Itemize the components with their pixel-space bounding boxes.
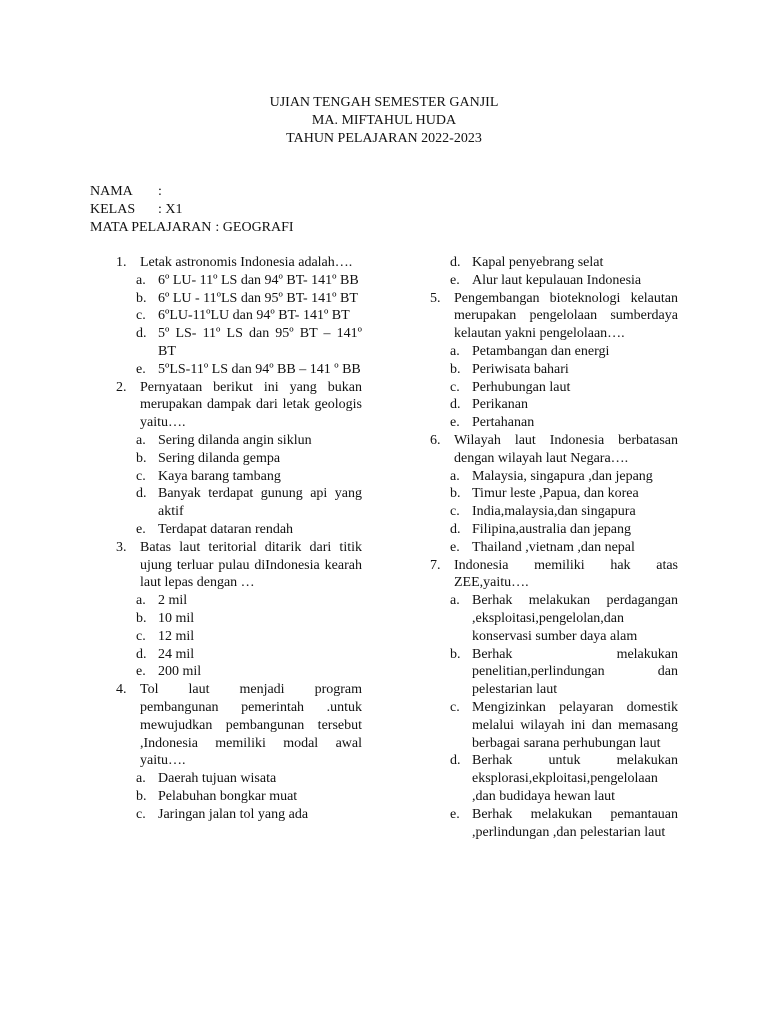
question-number: 1. <box>116 255 127 270</box>
kelas-value: : X1 <box>158 201 183 217</box>
academic-year: TAHUN PELAJARAN 2022-2023 <box>286 130 482 146</box>
answer-option <box>116 485 362 521</box>
option-letter: a. <box>136 272 146 288</box>
info-row-mapel <box>90 219 294 237</box>
option-letter: b. <box>450 646 461 662</box>
answer-option <box>116 325 362 361</box>
question-text: Pengembangan bioteknologi kelautan merupakan pengelolaan sumberdaya kelautan yakni pengelolaan…. <box>454 290 678 342</box>
question-number: 2. <box>116 379 127 395</box>
option-text: Berhak untuk melakukan eksplorasi,ekploitasi,pengelolaan ,dan budidaya hewan laut <box>472 753 678 804</box>
option-text: Daerah tujuan wisata <box>158 771 277 787</box>
question-column-left <box>116 254 362 824</box>
option-text: 5ºLS-11º LS dan 94º BB – 141 º BB <box>158 361 361 377</box>
answer-option <box>116 450 362 468</box>
option-text: India,malaysia,dan singapura <box>472 504 636 520</box>
option-letter: b. <box>450 486 461 502</box>
option-text: Kapal penyebrang selat <box>472 255 604 270</box>
option-text: 2 mil <box>158 593 188 609</box>
nama-label: NAMA <box>90 184 133 199</box>
option-text: Perhubungan laut <box>472 379 571 395</box>
option-text: Mengizinkan pelayaran domestik melalui wilayah ini dan memasang berbagai sarana perhubungan laut <box>472 699 678 751</box>
option-text: Malaysia, singapura ,dan jepang <box>472 468 653 484</box>
option-letter: d. <box>136 646 147 662</box>
option-letter: c. <box>450 379 460 395</box>
option-letter: e. <box>136 361 146 377</box>
answer-option <box>430 699 678 752</box>
question-text: Wilayah laut Indonesia berbatasan dengan wilayah laut Negara…. <box>454 432 678 466</box>
option-letter: e. <box>450 806 460 822</box>
question-item <box>116 681 362 770</box>
answer-option <box>430 272 678 290</box>
question-number: 5. <box>430 290 441 306</box>
answer-option <box>430 646 678 699</box>
option-letter: d. <box>136 326 147 342</box>
student-info <box>90 183 294 236</box>
kelas-label: KELAS <box>90 201 136 217</box>
option-text: Berhak melakukan penelitian,perlindungan dan pelestarian laut <box>472 646 678 698</box>
question-item <box>116 539 362 592</box>
answer-option <box>116 290 362 308</box>
mapel-value: : GEOGRAFI <box>215 219 294 235</box>
answer-option <box>116 307 362 325</box>
option-letter: b. <box>136 450 147 466</box>
question-text: Batas laut teritorial ditarik dari titik ujung terluar pulau diIndonesia kearah laut lepas dengan … <box>140 539 362 591</box>
option-letter: c. <box>136 308 146 324</box>
question-text: Tol laut menjadi program pembangunan pemerintah .untuk mewujudkan pembangunan tersebut ,Indonesia memiliki modal awal yaitu…. <box>140 682 362 769</box>
question-text: Letak astronomis Indonesia adalah…. <box>140 255 353 270</box>
answer-option <box>430 485 678 503</box>
option-text: Jaringan jalan tol yang ada <box>158 806 309 822</box>
answer-option <box>116 610 362 628</box>
answer-option <box>430 592 678 645</box>
question-item <box>116 254 362 272</box>
option-letter: b. <box>450 361 461 377</box>
option-letter: c. <box>136 468 146 484</box>
answer-option <box>430 521 678 539</box>
option-letter: d. <box>450 255 461 270</box>
option-letter: e. <box>136 664 146 680</box>
option-text: 24 mil <box>158 646 195 662</box>
answer-option <box>430 379 678 397</box>
answer-option <box>430 361 678 379</box>
option-text: 10 mil <box>158 610 195 626</box>
option-text: Filipina,australia dan jepang <box>472 521 632 537</box>
answer-option <box>116 361 362 379</box>
nama-value: : <box>158 184 162 199</box>
question-number: 4. <box>116 682 127 698</box>
question-number: 3. <box>116 539 127 555</box>
answer-option <box>116 272 362 290</box>
option-letter: d. <box>450 397 461 413</box>
answer-option <box>116 432 362 450</box>
exam-title: UJIAN TENGAH SEMESTER GANJIL <box>269 95 499 110</box>
option-letter: b. <box>136 610 147 626</box>
option-text: 6º LU- 11º LS dan 94º BT- 141º BB <box>158 272 359 288</box>
answer-option <box>116 628 362 646</box>
question-number: 7. <box>430 557 441 573</box>
answer-option <box>116 788 362 806</box>
question-column-right <box>430 254 678 841</box>
option-letter: c. <box>136 806 146 822</box>
answer-option <box>430 806 678 842</box>
question-item <box>116 379 362 432</box>
answer-option <box>116 806 362 824</box>
answer-option <box>116 468 362 486</box>
answer-option <box>430 752 678 805</box>
option-text: Berhak melakukan pemantauan ,perlindungan ,dan pelestarian laut <box>472 806 678 840</box>
option-text: Kaya barang tambang <box>158 468 281 484</box>
option-letter: e. <box>136 521 146 537</box>
option-letter: d. <box>136 486 147 502</box>
option-text: 12 mil <box>158 628 195 644</box>
question-number: 6. <box>430 432 441 448</box>
option-text: Sering dilanda gempa <box>158 450 281 466</box>
option-text: Terdapat dataran rendah <box>158 521 294 537</box>
answer-option <box>116 592 362 610</box>
option-text: Petambangan dan energi <box>472 343 610 359</box>
option-letter: a. <box>136 771 146 787</box>
option-text: 6º LU - 11ºLS dan 95º BT- 141º BT <box>158 290 358 306</box>
answer-option <box>116 646 362 664</box>
answer-option <box>430 343 678 361</box>
question-item <box>430 290 678 343</box>
option-letter: a. <box>136 593 146 609</box>
info-row-nama <box>90 183 294 201</box>
option-letter: a. <box>136 432 146 448</box>
answer-option <box>116 770 362 788</box>
option-letter: a. <box>450 343 460 359</box>
option-letter: e. <box>450 272 460 288</box>
answer-option <box>430 414 678 432</box>
option-letter: c. <box>450 699 460 715</box>
school-name: MA. MIFTAHUL HUDA <box>311 112 457 128</box>
option-letter: b. <box>136 290 147 306</box>
option-text: Timur leste ,Papua, dan korea <box>472 486 639 502</box>
answer-option <box>116 663 362 681</box>
option-text: 5º LS- 11º LS dan 95º BT – 141º BT <box>158 326 362 359</box>
option-text: 200 mil <box>158 664 202 680</box>
option-letter: d. <box>450 753 461 769</box>
option-letter: d. <box>450 521 461 537</box>
answer-option <box>430 396 678 414</box>
option-letter: c. <box>450 504 460 520</box>
answer-option <box>116 521 362 539</box>
question-text: Pernyataan berikut ini yang bukan merupakan dampak dari letak geologis yaitu…. <box>140 379 362 431</box>
option-text: Thailand ,vietnam ,dan nepal <box>472 539 635 555</box>
answer-option <box>430 254 678 272</box>
option-text: Pertahanan <box>472 415 535 431</box>
question-item <box>430 432 678 468</box>
option-text: Alur laut kepulauan Indonesia <box>472 272 642 288</box>
option-text: Pelabuhan bongkar muat <box>158 788 298 804</box>
answer-option <box>430 539 678 557</box>
answer-option <box>430 468 678 486</box>
option-letter: a. <box>450 593 460 609</box>
option-letter: c. <box>136 628 146 644</box>
option-text: Perikanan <box>472 397 528 413</box>
option-letter: e. <box>450 539 460 555</box>
question-item <box>430 557 678 593</box>
option-text: Sering dilanda angin siklun <box>158 432 312 448</box>
answer-option <box>430 503 678 521</box>
option-letter: e. <box>450 415 460 431</box>
option-text: Periwisata bahari <box>472 361 569 377</box>
question-text: Indonesia memiliki hak atas ZEE,yaitu…. <box>454 557 678 591</box>
option-text: Banyak terdapat gunung api yang aktif <box>158 486 362 520</box>
option-letter: b. <box>136 788 147 804</box>
exam-header <box>0 94 768 147</box>
option-text: Berhak melakukan perdagangan ,eksploitasi,pengelolan,dan konservasi sumber daya alam <box>472 593 678 644</box>
option-text: 6ºLU-11ºLU dan 94º BT- 141º BT <box>158 308 350 324</box>
mapel-label: MATA PELAJARAN <box>90 219 212 235</box>
option-letter: a. <box>450 468 460 484</box>
info-row-kelas <box>90 201 294 219</box>
